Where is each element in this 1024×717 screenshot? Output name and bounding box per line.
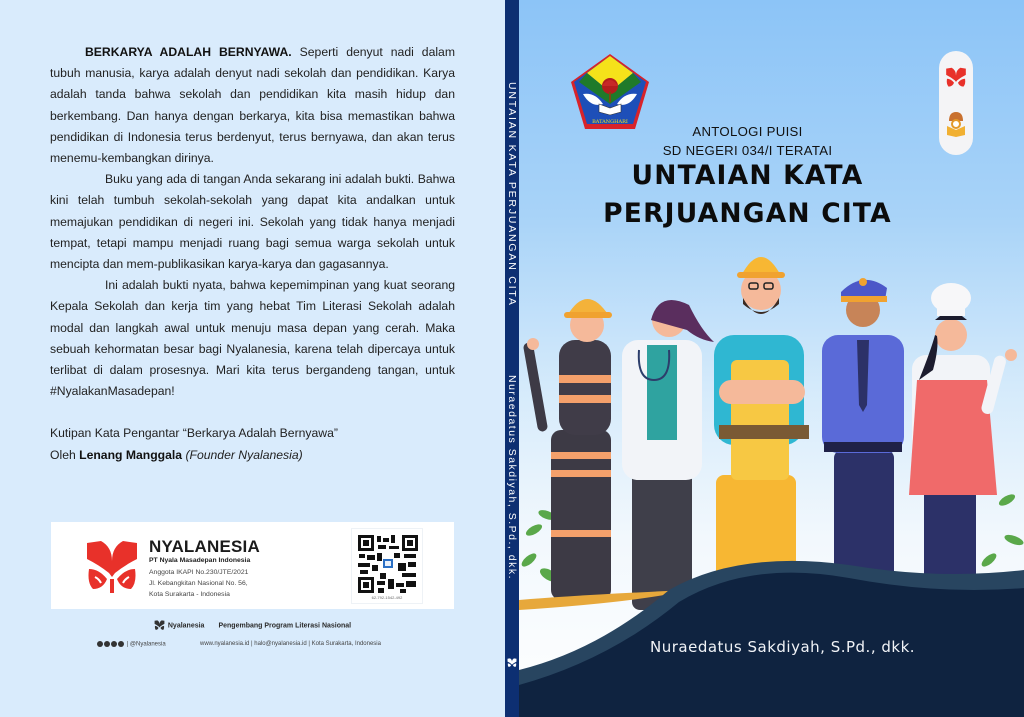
spine-title: UNTAIAN KATA PERJUANGAN CITA (506, 82, 518, 307)
series-label: ANTOLOGI PUISI (692, 124, 803, 139)
spine-author: Nuraedatus Sakdiyah, S.Pd., dkk. (506, 375, 518, 581)
publisher-address-2: Kota Surakarta - Indonesia (149, 591, 230, 598)
footer-contact: www.nyalanesia.id | halo@nyalanesia.id | Kota Surakarta, Indonesia (200, 641, 381, 647)
social-handle: | @Nyalanesia (126, 641, 166, 648)
nyalanesia-mini-logo-icon (154, 620, 165, 631)
instagram-icon[interactable] (97, 641, 103, 647)
spine-publisher-logo-icon (507, 658, 517, 668)
qr-caption: 62-792-1542-492 (371, 595, 403, 600)
paragraph-3: Ini adalah bukti nyata, bahwa kepemimpinan yang kuat seorang Kepala Sekolah dan kerja tim yang hebat Tim Literasi Sekolah adalah modal dan langkah awal untuk menuju masa depan yang cerah. Maka sebuah kehormatan besar bagi Nyalanesia, karena telah dipercaya untuk terlibat di dalam prosesnya. Mari kita terus bergandeng tangan, untuk #NyalakanMasadepan! (50, 278, 455, 399)
school-logo-icon (569, 52, 651, 132)
nyalanesia-logo-icon (85, 539, 139, 595)
author-role: (Founder Nyalanesia) (185, 447, 303, 462)
svg-text:BATANGHARI: BATANGHARI (592, 119, 628, 125)
tiktok-icon[interactable] (118, 641, 124, 647)
footer-tagline: Pengembang Program Literasi Nasional (218, 622, 352, 630)
paragraph-2: Buku yang ada di tangan Anda sekarang ini adalah bukti. Bahwa kini telah tumbuh sekolah-sekolah yang dapat kita andalkan untuk memajukan pendidikan di negeri ini. Sekolah yang tidak hanya menjadi tempat, tetapi mampu menjadi ruang bagi semua warga sekolah untuk mencipta dan mem-publikasikan karya-karya dan gagasannya. (50, 172, 455, 272)
paragraph-lead-bold: BERKARYA ADALAH BERNYAWA. (85, 45, 292, 59)
nyalanesia-badge-icon (945, 67, 967, 89)
publisher-card (51, 522, 454, 609)
side-badge (939, 51, 973, 155)
author-name: Lenang Manggala (79, 447, 183, 462)
paragraph-text: Seperti denyut nadi dalam tubuh manusia, karya adalah denyut nadi sekolah dan pendidikan. Karya adalah tanda bahwa sekolah dan pendidikan kita masih hidup dan berkembang. Dan hanya dengan berkarya, kita bisa memastikan bahwa pendidikan di Indonesia terus berdenyut, terus bernyawa, dan akan terus menemu-kembangkan dirinya. (50, 45, 455, 166)
youtube-icon[interactable] (111, 641, 117, 647)
quote-author (50, 445, 455, 466)
publisher-address-1: Jl. Kebangkitan Nasional No. 56, (149, 580, 248, 587)
qr-code-icon (358, 535, 418, 593)
footer-brand: Nyalanesia (167, 622, 205, 630)
cover-author: Nuraedatus Sakdiyah, S.Pd., dkk. (650, 638, 916, 656)
qr-code[interactable] (351, 528, 423, 604)
facebook-icon[interactable] (104, 641, 110, 647)
book-title-line-1: UNTAIAN KATA (631, 160, 864, 191)
paragraph-1 (50, 42, 455, 169)
book-title-line-2: PERJUANGAN CITA (603, 198, 892, 229)
back-cover (0, 0, 505, 717)
foreword-excerpt (50, 42, 455, 466)
book-spine (505, 0, 519, 717)
by-prefix: Oleh (50, 447, 80, 462)
publisher-ikapi: Anggota IKAPI No.230/JTE/2021 (149, 569, 249, 576)
footer-social (97, 641, 166, 648)
quote-source: Kutipan Kata Pengantar “Berkarya Adalah Bernyawa” (50, 426, 338, 441)
front-cover (519, 0, 1024, 717)
publisher-name: NYALANESIA (149, 537, 260, 556)
school-name: SD NEGERI 034/I TERATAI (662, 143, 833, 158)
wave-background (519, 540, 1024, 717)
footer-brand-line (0, 620, 505, 631)
publisher-company: PT Nyala Masadepan Indonesia (149, 557, 251, 564)
